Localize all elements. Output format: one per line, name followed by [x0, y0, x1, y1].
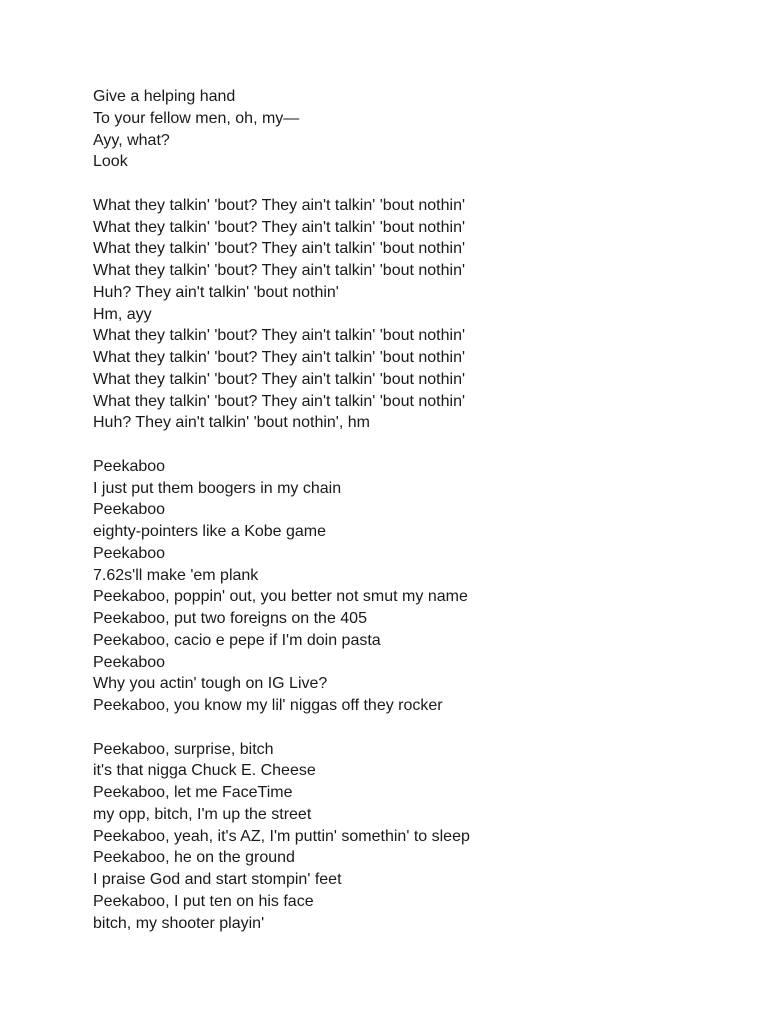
lyric-line: Peekaboo, put two foreigns on the 405	[93, 610, 367, 627]
lyric-line: Peekaboo	[93, 653, 166, 671]
lyric-line: Hm, ayy	[93, 305, 152, 323]
stanza	[93, 195, 733, 434]
lyric-line: Peekaboo, let me FaceTime	[93, 784, 293, 801]
stanza	[93, 739, 733, 935]
stanza	[93, 456, 733, 717]
lyrics-text-block	[93, 86, 733, 934]
lyric-line: it's that nigga Chuck E. Cheese	[93, 762, 316, 780]
lyric-line: Huh? They ain't talkin' 'bout nothin', hm	[93, 414, 370, 432]
lyric-line: What they talkin' 'bout? They ain't talkin' 'bout nothin'	[93, 327, 466, 345]
lyric-line: Peekaboo, he on the ground	[93, 849, 295, 867]
lyric-line: What they talkin' 'bout? They ain't talkin' 'bout nothin'	[93, 262, 466, 279]
lyric-line: Look	[93, 153, 128, 171]
lyric-line: What they talkin' 'bout? They ain't talkin' 'bout nothin'	[93, 349, 466, 366]
lyric-line: To your fellow men, oh, my—	[93, 109, 300, 127]
lyric-line: Ayy, what?	[93, 131, 170, 149]
lyric-line: Peekaboo, I put ten on his face	[93, 892, 314, 910]
lyric-line: bitch, my shooter playin'	[93, 914, 265, 932]
lyric-line: eighty-pointers like a Kobe game	[93, 523, 327, 540]
lyric-line: I just put them boogers in my chain	[93, 479, 342, 497]
lyric-line: Peekaboo, cacio e pepe if I'm doin pasta	[93, 631, 381, 649]
lyric-line: Why you actin' tough on IG Live?	[93, 675, 328, 693]
stanza-break	[93, 717, 733, 739]
stanza-break	[93, 434, 733, 456]
lyric-line: Peekaboo	[93, 501, 166, 519]
lyric-line: Peekaboo, you know my lil' niggas off they rocker	[93, 697, 443, 714]
lyric-line: What they talkin' 'bout? They ain't talkin' 'bout nothin'	[93, 370, 466, 388]
lyric-line: Peekaboo, yeah, it's AZ, I'm puttin' somethin' to sleep	[93, 827, 470, 845]
lyric-line: What they talkin' 'bout? They ain't talkin' 'bout nothin'	[93, 196, 466, 214]
lyric-line: Peekaboo	[93, 457, 166, 475]
lyric-line: Peekaboo	[93, 544, 166, 562]
lyric-line: Peekaboo, poppin' out, you better not smut my name	[93, 588, 468, 606]
lyric-line: I praise God and start stompin' feet	[93, 871, 342, 888]
lyric-line: 7.62s'll make 'em plank	[93, 566, 259, 584]
lyric-line: What they talkin' 'bout? They ain't talkin' 'bout nothin'	[93, 392, 466, 410]
lyric-line: Huh? They ain't talkin' 'bout nothin'	[93, 283, 339, 301]
lyric-line: Give a helping hand	[93, 88, 236, 105]
lyric-line: What they talkin' 'bout? They ain't talkin' 'bout nothin'	[93, 218, 466, 236]
stanza	[93, 86, 733, 173]
lyric-line: my opp, bitch, I'm up the street	[93, 805, 312, 823]
lyric-line: What they talkin' 'bout? They ain't talkin' 'bout nothin'	[93, 240, 466, 258]
lyric-line: Peekaboo, surprise, bitch	[93, 740, 274, 758]
stanza-break	[93, 173, 733, 195]
